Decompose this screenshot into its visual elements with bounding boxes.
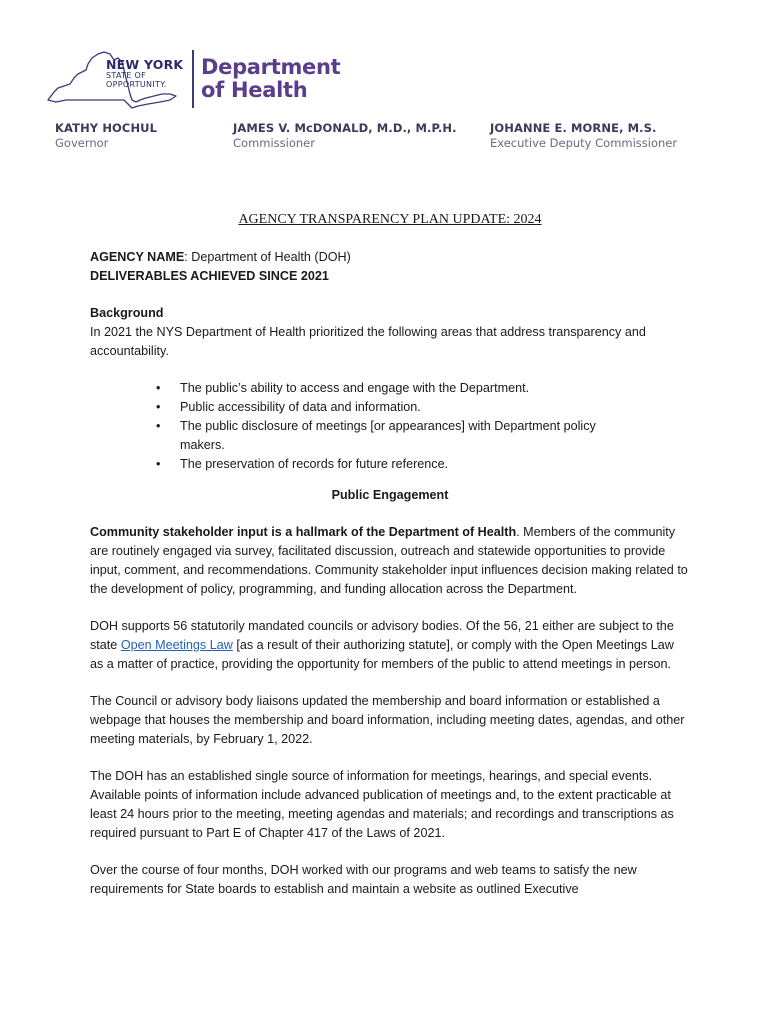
ny-wordmark-line3: OPPORTUNITY. (106, 80, 167, 89)
official-title: Governor (55, 136, 109, 150)
officials-row (0, 121, 770, 153)
ny-wordmark-line1: NEW YORK (106, 57, 184, 72)
paragraph-advisory-bodies (90, 617, 690, 674)
advisory-text-b: [as a result of their authorizing statute], or comply with the Open Meetings Law as a matter of practice, providing the opportunity for members of the public to attend meetings in person. (90, 638, 674, 671)
list-item: • The public’s ability to access and engage with the Department. (180, 379, 690, 398)
agency-name-label: AGENCY NAME (90, 250, 185, 264)
official-governor (55, 121, 157, 151)
ny-wordmark-line2: STATE OF (106, 71, 146, 80)
list-item: • Public accessibility of data and information. (180, 398, 690, 417)
stakeholder-bold-lead: Community stakeholder input is a hallmark of the Department of Health (90, 525, 517, 539)
official-name: JOHANNE E. MORNE, M.S. (490, 121, 657, 135)
official-name: KATHY HOCHUL (55, 121, 158, 135)
advisory-text-a: DOH supports 56 statutorily mandated councils or advisory bodies. Of the 56, 21 either are subject to the state (90, 619, 674, 652)
priority-list (90, 379, 690, 474)
deliverables-heading: DELIVERABLES ACHIEVED SINCE 2021 (90, 269, 329, 283)
official-title: Executive Deputy Commissioner (490, 136, 678, 150)
document-body (90, 210, 690, 899)
paragraph-liaisons: The Council or advisory body liaisons updated the membership and board information or established a webpage that houses the membership and board information, including meeting dates, agendas, and other meeting materials, by February 1, 2022. (90, 694, 685, 746)
department-wordmark (201, 56, 340, 102)
official-name: JAMES V. McDONALD, M.D., M.P.H. (233, 121, 457, 135)
agency-name-value: : Department of Health (DOH) (184, 250, 351, 264)
document-title: AGENCY TRANSPARENCY PLAN UPDATE: 2024 (238, 212, 542, 227)
ny-state-wordmark (106, 58, 183, 89)
list-item: • The public disclosure of meetings [or appearances] with Department policy makers. (180, 417, 690, 455)
stakeholder-text: . Members of the community are routinely engaged via survey, facilitated discussion, outreach and statewide opportunities to provide input, comment, and recommendations. Community stakeholder input influences decision making related to the development of policy, programming, and funding allocation across the Department. (90, 525, 688, 596)
paragraph-web-teams: Over the course of four months, DOH worked with our programs and web teams to satisfy the new requirements for State boards to establish and maintain a website as outlined Executive (90, 863, 637, 896)
list-item: • The preservation of records for future reference. (180, 455, 690, 474)
official-commissioner (233, 121, 457, 151)
agency-name-line (90, 248, 690, 267)
letterhead-divider (192, 50, 194, 108)
public-engagement-heading: Public Engagement (331, 488, 449, 502)
official-title: Commissioner (233, 136, 315, 150)
paragraph-single-source: The DOH has an established single source of information for meetings, hearings, and special events. Available points of information include advanced publication of meetings and, to the extent practicable at least 24 hours prior to the meeting, meeting agendas and materials; and recordings and transcriptions as required pursuant to Part E of Chapter 417 of the Laws of 2021. (90, 769, 674, 840)
background-text: In 2021 the NYS Department of Health prioritized the following areas that address transparency and accountability. (90, 325, 646, 358)
paragraph-stakeholder-input (90, 523, 690, 599)
dept-line2: of Health (201, 78, 308, 102)
official-deputy-commissioner (490, 121, 677, 151)
background-heading: Background (90, 306, 164, 320)
open-meetings-law-link[interactable]: Open Meetings Law (120, 638, 233, 652)
dept-line1: Department (201, 55, 341, 79)
letterhead (44, 44, 364, 114)
